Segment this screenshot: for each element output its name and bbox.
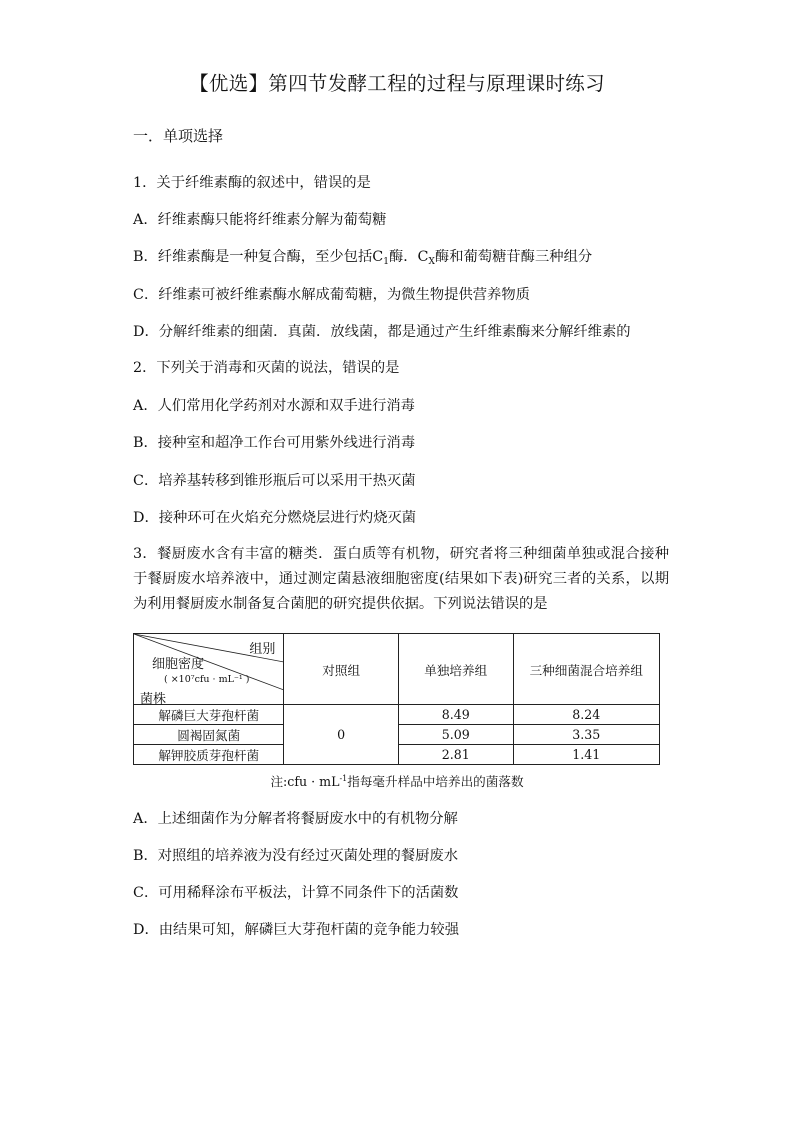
mixed-culture-cell: 8.24 <box>513 705 659 725</box>
mixed-culture-cell: 1.41 <box>513 745 659 765</box>
question-2-stem: 2．下列关于消毒和灭菌的说法，错误的是 <box>133 360 400 376</box>
mixed-culture-cell: 3.35 <box>513 725 659 745</box>
table-corner-cell <box>134 634 284 705</box>
question-3-option-c: C．可用稀释涂布平板法，计算不同条件下的活菌数 <box>133 885 459 901</box>
single-culture-cell: 8.49 <box>398 705 513 725</box>
results-table <box>133 633 660 765</box>
question-1-option-d: D．分解纤维素的细菌．真菌．放线菌，都是通过产生纤维素酶来分解纤维素的 <box>133 324 631 340</box>
strain-cell: 圆褐固氮菌 <box>134 725 284 745</box>
question-2-option-c: C．培养基转移到锥形瓶后可以采用干热灭菌 <box>133 473 416 489</box>
table-header-row <box>134 634 660 705</box>
question-3-stem: 3．餐厨废水含有丰富的糖类．蛋白质等有机物，研究者将三种细菌单独或混合接种于餐厨废水培养液中，通过测定菌悬液细胞密度(结果如下表)研究三者的关系，以期为利用餐厨废水制备复合菌肥的研究提供依据。下列说法错误的是 <box>133 546 669 612</box>
question-1-option-b: B．纤维素酶是一种复合酶，至少包括$C_1$酶．$C_X$酶和葡萄糖苷酶三种组分 <box>133 249 593 267</box>
strain-cell: 解磷巨大芽孢杆菌 <box>134 705 284 725</box>
question-1-option-c: C．纤维素可被纤维素酶水解成葡萄糖，为微生物提供营养物质 <box>133 287 530 303</box>
column-header: 三种细菌混合培养组 <box>513 634 659 705</box>
question-1-stem: 1．关于纤维素酶的叙述中，错误的是 <box>133 175 371 191</box>
corner-label-density: 细胞密度 <box>152 657 205 672</box>
table-row <box>134 705 660 725</box>
question-3-option-b: B．对照组的培养液为没有经过灭菌处理的餐厨废水 <box>133 848 459 864</box>
question-2-option-b: B．接种室和超净工作台可用紫外线进行消毒 <box>133 435 416 451</box>
question-1-option-a: A．纤维素酶只能将纤维素分解为葡萄糖 <box>133 212 387 228</box>
column-header: 单独培养组 <box>398 634 513 705</box>
control-value-cell: 0 <box>284 705 399 765</box>
corner-label-unit: ( ×10⁷cfu · mL⁻¹ ) <box>164 674 250 685</box>
question-2-option-a: A．人们常用化学药剂对水源和双手进行消毒 <box>133 398 415 414</box>
corner-label-strain: 菌株 <box>140 692 167 707</box>
question-3-option-a: A．上述细菌作为分解者将餐厨废水中的有机物分解 <box>133 811 458 827</box>
single-culture-cell: 2.81 <box>398 745 513 765</box>
section-heading: 一．单项选择 <box>133 127 224 145</box>
column-header: 对照组 <box>284 634 399 705</box>
question-3-option-d: D．由结果可知，解磷巨大芽孢杆菌的竞争能力较强 <box>133 922 459 938</box>
corner-label-group: 组别 <box>249 642 276 657</box>
single-culture-cell: 5.09 <box>398 725 513 745</box>
table-note: 注:cfu · $mL^{-1}$指每毫升样品中培养出的菌落数 <box>270 773 524 789</box>
question-2-option-d: D．接种环可在火焰充分燃烧层进行灼烧灭菌 <box>133 510 417 526</box>
page-title: 【优选】第四节发酵工程的过程与原理课时练习 <box>189 72 605 95</box>
strain-cell: 解钾胶质芽孢杆菌 <box>134 745 284 765</box>
